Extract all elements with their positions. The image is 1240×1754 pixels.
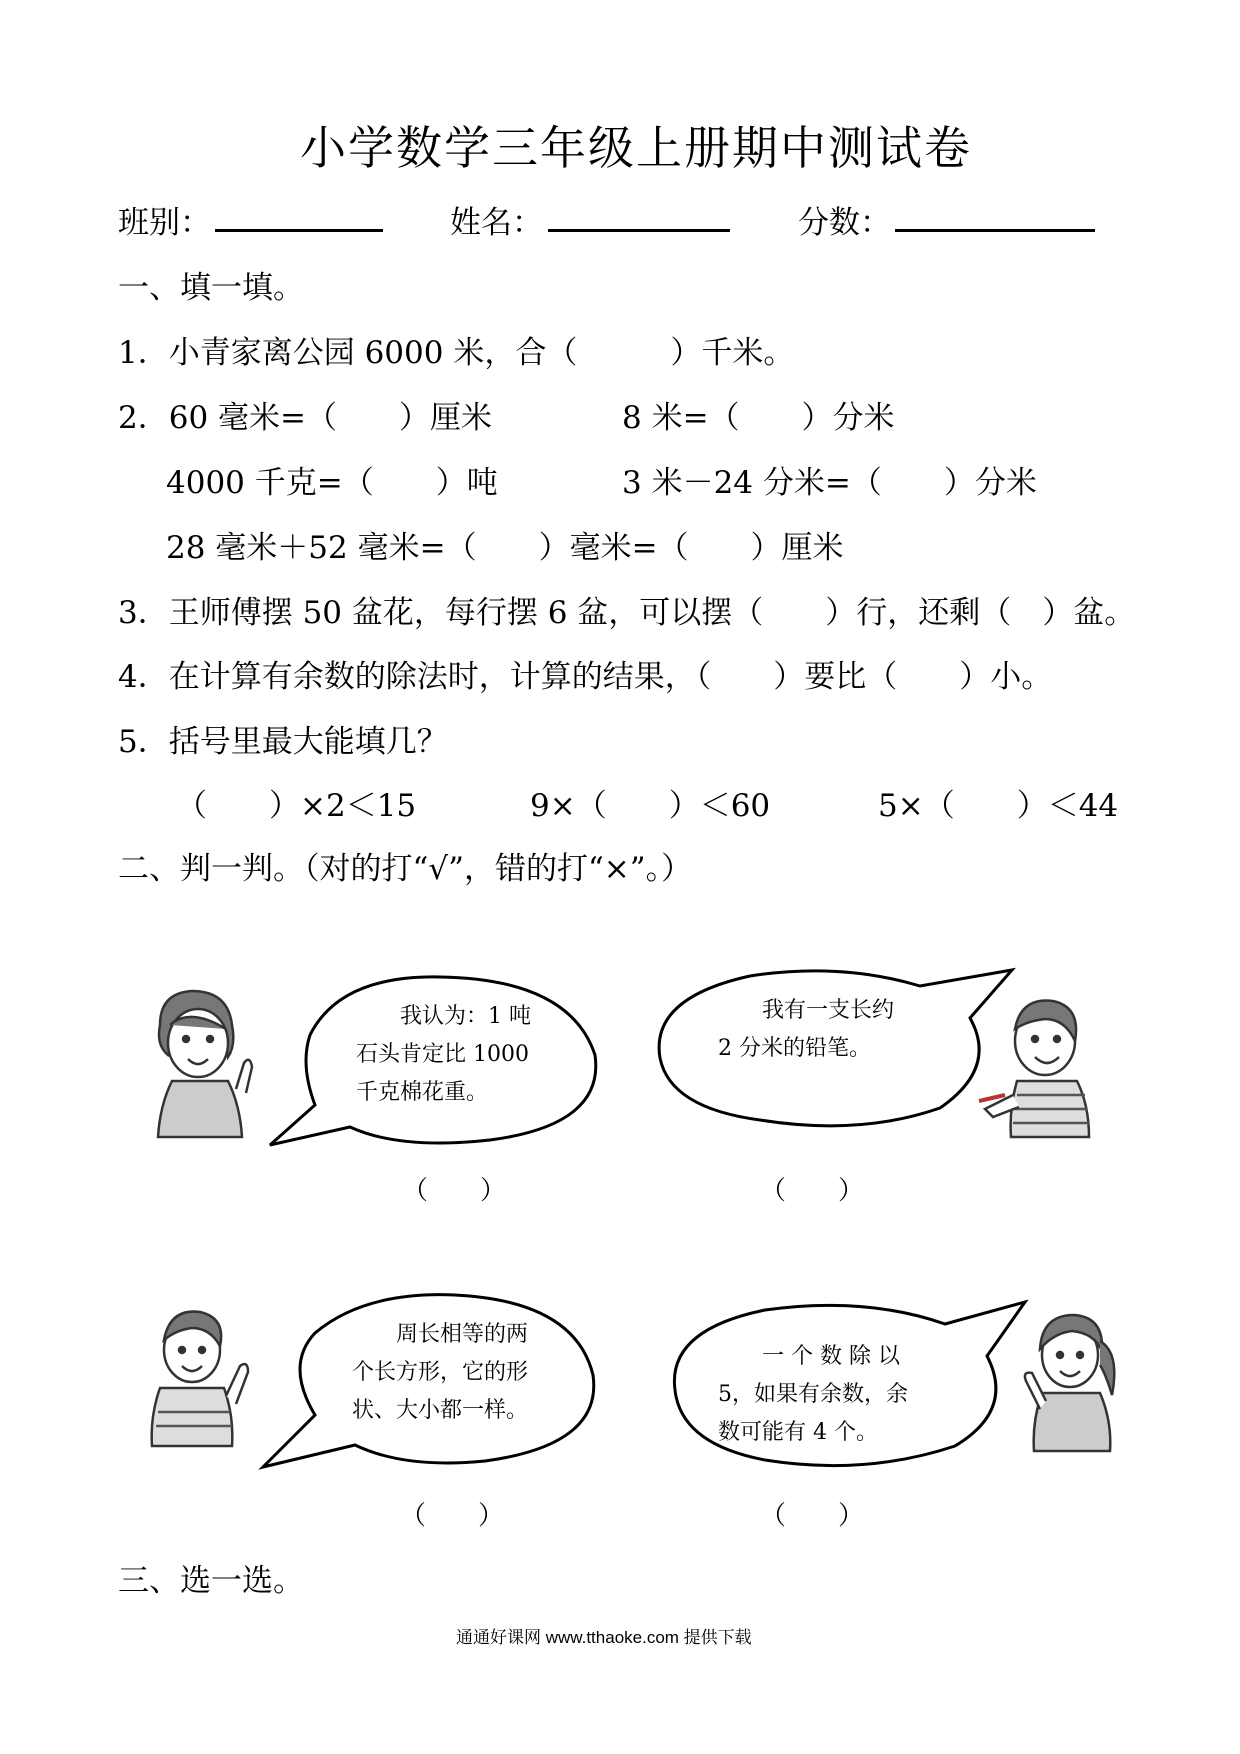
bubble-1-line: 我认为：1 吨 xyxy=(356,1004,531,1029)
bubble-4-text xyxy=(718,1338,908,1452)
bubble-4-line: 5，如果有余数，余 xyxy=(718,1382,908,1407)
bubble-4-line: 数可能有 4 个。 xyxy=(718,1420,878,1445)
section2-heading: 二、判一判。（对的打“√”，错的打“×”。） xyxy=(118,851,693,887)
question-5c: 5×（ ）＜44 xyxy=(878,788,1119,824)
boy-illustration-icon xyxy=(140,1300,270,1450)
question-1: 1．小青家离公园 6000 米，合（ ）千米。 xyxy=(118,335,795,371)
class-blank[interactable] xyxy=(215,229,383,232)
name-blank[interactable] xyxy=(548,229,730,232)
question-2c: 4000 千克=（ ）吨 xyxy=(166,465,498,501)
bubble-3-line: 状、大小都一样。 xyxy=(352,1398,529,1423)
answer-blank-3[interactable]: （ ） xyxy=(400,1501,505,1531)
bubble-3-line: 周长相等的两 xyxy=(352,1322,529,1347)
bubble-1-text xyxy=(356,998,531,1112)
section3-heading: 三、选一选。 xyxy=(118,1563,304,1599)
bubble-3-line: 个长方形，它的形 xyxy=(352,1360,529,1385)
score-label: 分数： xyxy=(798,205,891,241)
answer-blank-1[interactable]: （ ） xyxy=(402,1176,507,1206)
footer-text: 通通好课网 www.tthaoke.com 提供下载 xyxy=(456,1628,752,1647)
question-2a: 2．60 毫米=（ ）厘米 xyxy=(118,400,492,436)
question-5b: 9×（ ）＜60 xyxy=(530,788,771,824)
bubble-3-text xyxy=(352,1316,528,1430)
name-label: 姓名： xyxy=(450,205,543,241)
answer-blank-2[interactable]: （ ） xyxy=(760,1176,865,1206)
question-5a: （ ）×2＜15 xyxy=(176,788,417,824)
question-2b: 8 米=（ ）分米 xyxy=(622,400,895,436)
bubble-4-line: 一 个 数 除 以 xyxy=(718,1344,900,1369)
question-2d: 3 米－24 分米=（ ）分米 xyxy=(622,465,1037,501)
answer-blank-4[interactable]: （ ） xyxy=(760,1501,865,1531)
girl-illustration-icon xyxy=(140,985,270,1145)
bubble-2-line: 2 分米的铅笔。 xyxy=(718,1036,871,1061)
bubble-2-text xyxy=(718,992,894,1068)
bubble-1-line: 石头肯定比 1000 xyxy=(356,1042,529,1067)
question-2e: 28 毫米＋52 毫米=（ ）毫米=（ ）厘米 xyxy=(166,530,844,566)
question-5: 5．括号里最大能填几？ xyxy=(118,724,448,760)
girl-illustration-icon xyxy=(1020,1305,1130,1455)
score-blank[interactable] xyxy=(895,229,1095,232)
bubble-2-line: 我有一支长约 xyxy=(718,998,895,1023)
question-3: 3．王师傅摆 50 盆花，每行摆 6 盆，可以摆（ ）行，还剩（ ）盆。 xyxy=(118,595,1136,631)
class-label: 班别： xyxy=(118,205,211,241)
bubble-1-line: 千克棉花重。 xyxy=(356,1080,489,1105)
page-title: 小学数学三年级上册期中测试卷 xyxy=(300,121,972,175)
question-4: 4．在计算有余数的除法时，计算的结果，（ ）要比（ ）小。 xyxy=(118,659,1053,695)
section1-heading: 一、填一填。 xyxy=(118,270,304,306)
boy-illustration-icon xyxy=(965,985,1105,1145)
